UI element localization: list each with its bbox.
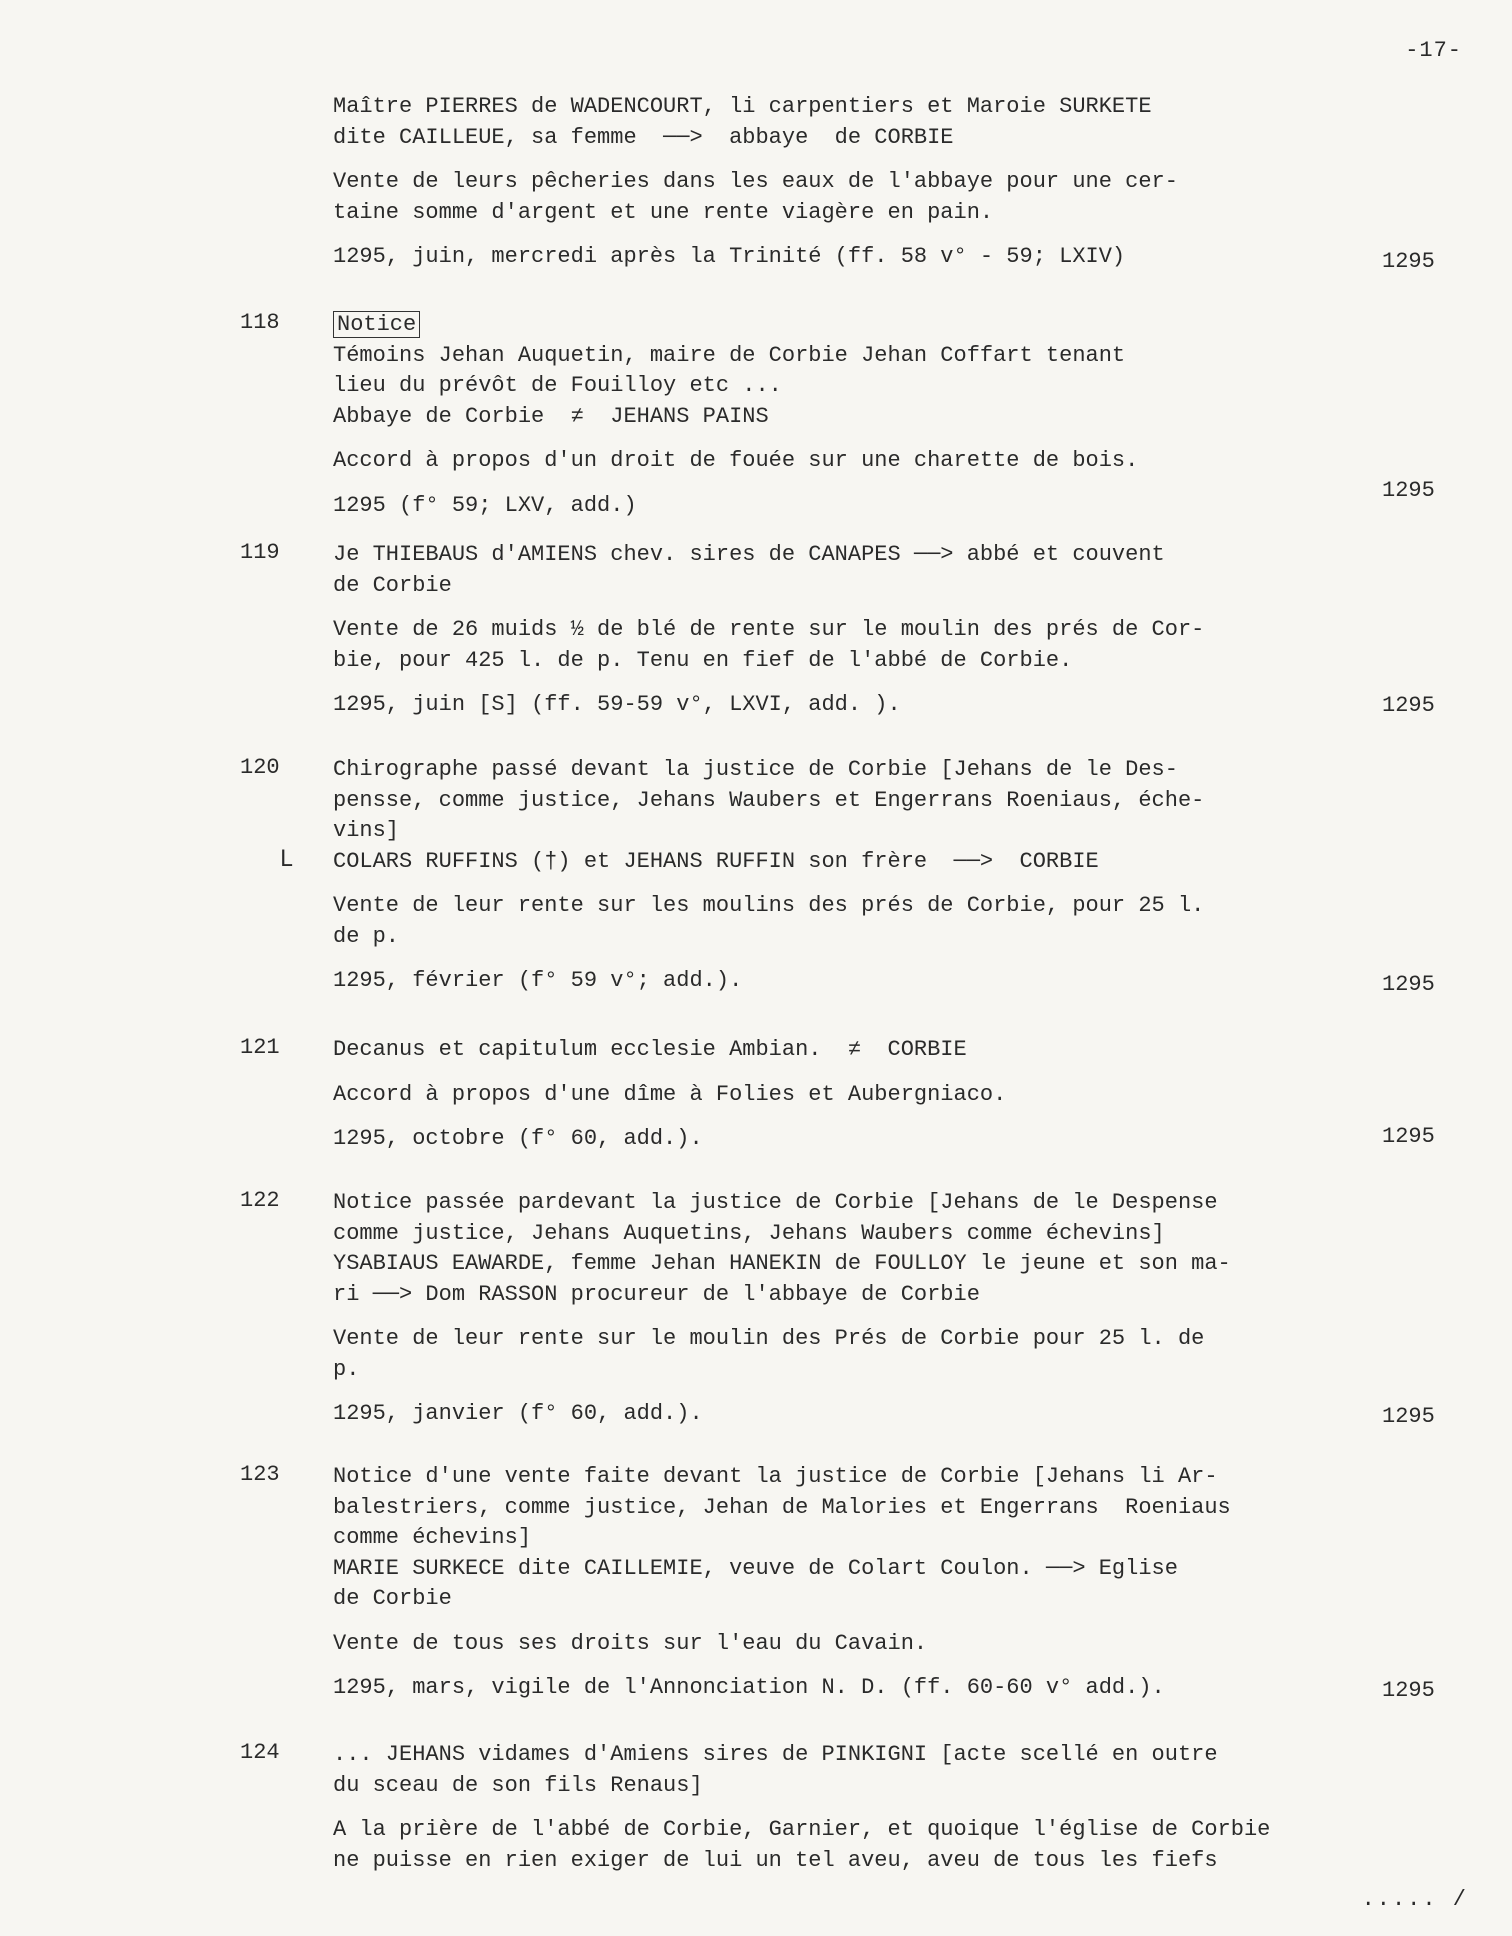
entry-number: 118: [240, 310, 280, 335]
entry-line: du sceau de son fils Renaus]: [333, 1772, 703, 1798]
entry-date: 1295, octobre (f° 60, add.).: [333, 1126, 703, 1151]
page-number: -17-: [1405, 38, 1462, 63]
continuation-mark: ..... /: [1361, 1887, 1468, 1912]
entry-line: vins]: [333, 818, 400, 843]
entry-body: [333, 1462, 1373, 1704]
entry-line: MARIE SURKECE dite CAILLEMIE, veuve de Colart Coulon. ──> Eglise: [333, 1555, 1178, 1581]
entry-body: [333, 540, 1373, 721]
entry-number: 119: [240, 540, 280, 565]
margin-note: L: [280, 847, 293, 872]
entry-line: pensse, comme justice, Jehans Waubers et Engerrans Roeniaus, éche-: [333, 787, 1205, 813]
entry-summary: Vente de leur rente sur le moulin des Prés de Corbie pour 25 l. de p.: [333, 1326, 1205, 1382]
entry-date: 1295 (f° 59; LXV, add.): [333, 492, 637, 518]
entry-line: comme justice, Jehans Auquetins, Jehans Waubers comme échevins]: [333, 1220, 1165, 1246]
entry-summary: Accord à propos d'une dîme à Folies et Aubergniaco.: [333, 1081, 1007, 1107]
entry-line: comme échevins]: [333, 1525, 532, 1550]
entry-summary: Accord à propos d'un droit de fouée sur une charette de bois.: [333, 448, 1139, 473]
entry-line: Notice d'une vente faite devant la justice de Corbie [Jehans li Ar-: [333, 1464, 1218, 1489]
entry-note: Notice: [333, 311, 420, 338]
entry-line: Notice passée pardevant la justice de Corbie [Jehans de le Despense: [333, 1190, 1218, 1215]
entry-line: Abbaye de Corbie ≠ JEHANS PAINS: [333, 403, 769, 429]
entry-year: 1295: [1382, 1678, 1435, 1703]
entry-line: de Corbie: [333, 572, 452, 598]
entry-summary: Vente de 26 muids ½ de blé de rente sur le moulin des prés de Cor- bie, pour 425 l. de p. Tenu en fief de l'abbé de Corbie.: [333, 617, 1205, 673]
entry-summary: Vente de leur rente sur les moulins des prés de Corbie, pour 25 l. de p.: [333, 893, 1205, 949]
entry-summary: Vente de tous ses droits sur l'eau du Cavain.: [333, 1630, 928, 1656]
entry-line: Je THIEBAUS d'AMIENS chev. sires de CANAPES ──> abbé et couvent: [333, 542, 1165, 567]
entry-year: 1295: [1382, 249, 1435, 274]
entry-line: YSABIAUS EAWARDE, femme Jehan HANEKIN de FOULLOY le jeune et son ma-: [333, 1251, 1231, 1276]
entry-number: 124: [240, 1740, 280, 1765]
entry-date: 1295, janvier (f° 60, add.).: [333, 1401, 703, 1426]
entry-date: 1295, février (f° 59 v°; add.).: [333, 968, 743, 993]
entry-line: Maître PIERRES de WADENCOURT, li carpentiers et Maroie SURKETE: [333, 94, 1152, 119]
entry-body: [333, 310, 1373, 521]
entry-number: 121: [240, 1035, 280, 1060]
entry-date: 1295, mars, vigile de l'Annonciation N. D. (ff. 60-60 v° add.).: [333, 1675, 1165, 1700]
entry-date: 1295, juin [S] (ff. 59-59 v°, LXVI, add. ).: [333, 692, 901, 717]
entry-line: balestriers, comme justice, Jehan de Malories et Engerrans Roeniaus: [333, 1494, 1231, 1520]
entry-body: [333, 1035, 1373, 1155]
entry-line: lieu du prévôt de Fouilloy etc ...: [333, 373, 782, 398]
entry-number: 122: [240, 1188, 280, 1213]
entry-line: COLARS RUFFINS (†) et JEHANS RUFFIN son frère ──> CORBIE: [333, 848, 1099, 874]
entry-body: [333, 1188, 1373, 1430]
entry-body: [333, 92, 1373, 273]
entry-line: dite CAILLEUE, sa femme ──> abbaye de CORBIE: [333, 124, 954, 150]
entry-number: 120: [240, 755, 280, 780]
entry-line: Decanus et capitulum ecclesie Ambian. ≠ CORBIE: [333, 1037, 967, 1062]
entry-year: 1295: [1382, 972, 1435, 997]
entry-year: 1295: [1382, 693, 1435, 718]
entry-summary: Vente de leurs pêcheries dans les eaux de l'abbaye pour une cer- taine somme d'argent et une rente viagère en pain.: [333, 169, 1178, 225]
entry-line: ... JEHANS vidames d'Amiens sires de PINKIGNI [acte scellé en outre: [333, 1742, 1218, 1767]
entry-body: [333, 755, 1373, 997]
entry-body: [333, 1740, 1373, 1890]
entry-year: 1295: [1382, 1404, 1435, 1429]
entry-year: 1295: [1382, 478, 1435, 503]
entry-number: 123: [240, 1462, 280, 1487]
entry-date: 1295, juin, mercredi après la Trinité (ff. 58 v° - 59; LXIV): [333, 244, 1126, 269]
entry-summary: A la prière de l'abbé de Corbie, Garnier, et quoique l'église de Corbie ne puisse en rien exiger de lui un tel aveu, aveu de tous les fiefs: [333, 1817, 1271, 1873]
entry-line: de Corbie: [333, 1586, 452, 1611]
entry-year: 1295: [1382, 1124, 1435, 1149]
entry-line: ri ──> Dom RASSON procureur de l'abbaye de Corbie: [333, 1281, 980, 1307]
entry-line: Chirographe passé devant la justice de Corbie [Jehans de le Des-: [333, 757, 1178, 782]
entry-line: Témoins Jehan Auquetin, maire de Corbie Jehan Coffart tenant: [333, 342, 1126, 368]
